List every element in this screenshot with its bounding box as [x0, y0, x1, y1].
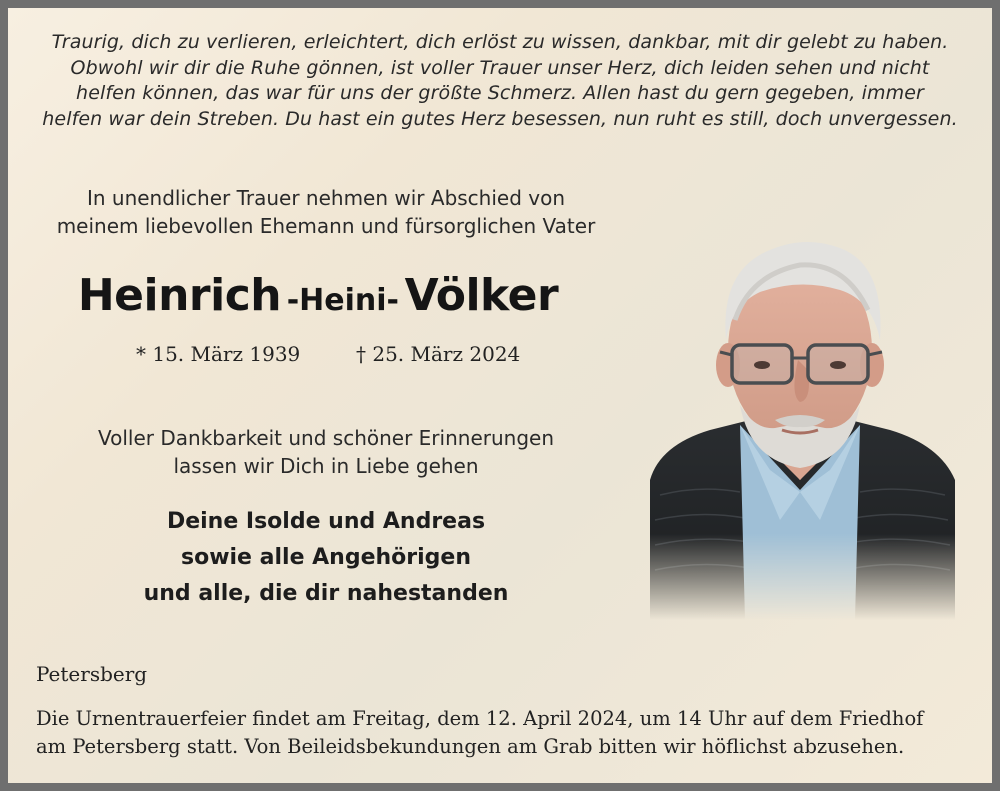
place-label: Petersberg	[36, 662, 148, 686]
info-line: Die Urnentrauerfeier findet am Freitag, dem 12. April 2024, um 14 Uhr auf dem Friedhof	[36, 707, 924, 730]
poem-verse	[28, 30, 972, 132]
death-date: † 25. März 2024	[356, 342, 521, 366]
poem-line: Obwohl wir dir die Ruhe gönnen, ist voller Trauer unser Herz, dich leiden sehen und nicht	[70, 56, 930, 79]
birth-date: * 15. März 1939	[136, 342, 301, 366]
mourner-line: sowie alle Angehörigen	[180, 545, 472, 570]
poem-line: helfen war dein Streben. Du hast ein gutes Herz besessen, nun ruht es still, doch unvergessen.	[42, 107, 958, 130]
last-name: Völker	[404, 270, 559, 321]
portrait-photo	[640, 230, 960, 620]
deceased-name	[38, 270, 598, 321]
gratitude-text	[26, 424, 626, 480]
poem-line: helfen können, das war für uns der größte Schmerz. Allen hast du gern gegeben, immer	[76, 82, 924, 104]
info-line: am Petersberg statt. Von Beileidsbekundungen am Grab bitten wir höflichst abzusehen.	[36, 735, 905, 758]
mourner-line: und alle, die dir nahestanden	[143, 581, 509, 606]
intro-line: meinem liebevollen Ehemann und fürsorglichen Vater	[56, 214, 596, 238]
thanks-line: Voller Dankbarkeit und schöner Erinnerungen	[98, 426, 554, 450]
intro-line: In unendlicher Trauer nehmen wir Abschied von	[86, 186, 566, 210]
thanks-line: lassen wir Dich in Liebe gehen	[173, 454, 479, 478]
mourner-line: Deine Isolde und Andreas	[166, 509, 486, 534]
nickname: -Heini-	[286, 283, 399, 318]
funeral-info	[36, 705, 976, 761]
mourners-list	[26, 504, 626, 612]
poem-line: Traurig, dich zu verlieren, erleichtert, dich erlöst zu wissen, dankbar, mit dir gelebt zu haben.	[51, 31, 949, 53]
first-name: Heinrich	[77, 270, 282, 321]
obituary-card	[8, 8, 992, 783]
farewell-intro	[26, 184, 626, 240]
